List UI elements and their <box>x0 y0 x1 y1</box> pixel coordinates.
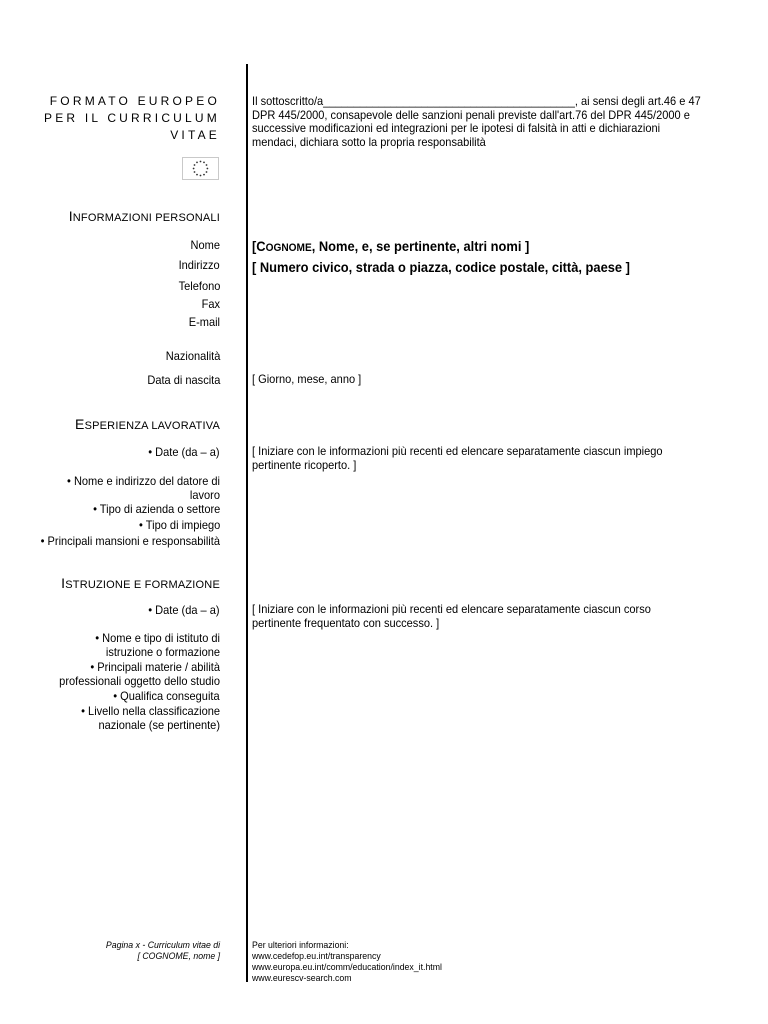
label-exp-datore: • Nome e indirizzo del datore di lavoro <box>67 474 221 502</box>
label-email: E-mail <box>188 315 220 329</box>
eu-flag-icon <box>182 157 219 180</box>
value-indirizzo: [ Numero civico, strada o piazza, codice postale, città, paese ] <box>252 259 630 275</box>
title-line-1: FORMATO EUROPEO <box>49 94 220 108</box>
title-line-3: VITAE <box>170 128 220 142</box>
label-nome: Nome <box>190 238 220 252</box>
section-work-experience: ESPERIENZA LAVORATIVA <box>75 416 220 432</box>
label-edu-istituto: • Nome e tipo di istituto di istruzione o formazione <box>95 631 220 659</box>
declaration-text: Il sottoscritto/a_________________________________________, ai sensi degli art.46 e 47 DPR 445/2000, consapevole delle sanzioni penali previste dall'art.76 del DPR 445/2000 e successive modificazioni ed integrazioni per le ipotesi di falsità in atti e dichiarazioni mendaci, dichiara sotto la propria responsabilità <box>252 94 701 149</box>
footer-page-line-1: Pagina x - Curriculum vitae di <box>105 940 220 951</box>
footer-link-cedefop[interactable]: www.cedefop.eu.int/transparency <box>252 951 381 962</box>
value-nome: [COGNOME, Nome, e, se pertinente, altri nomi ] <box>252 238 530 254</box>
label-telefono: Telefono <box>178 279 220 293</box>
label-exp-tipo-impiego: • Tipo di impiego <box>138 518 220 532</box>
label-edu-livello: • Livello nella classificazione nazionale (se pertinente) <box>81 704 220 732</box>
label-edu-date: • Date (da – a) <box>148 603 220 617</box>
label-exp-date: • Date (da – a) <box>148 445 220 459</box>
section-personal-info: INFORMAZIONI PERSONALI <box>68 208 220 224</box>
footer-page-line-2: [ COGNOME, nome ] <box>137 951 220 962</box>
footer-links <box>252 940 442 984</box>
footer-page-info <box>106 940 220 962</box>
label-edu-qualifica: • Qualifica conseguita <box>113 689 220 703</box>
footer-link-eurescv[interactable]: www.eurescv-search.com <box>252 973 352 984</box>
title-line-2: PER IL CURRICULUM <box>44 111 220 125</box>
label-exp-tipo-azienda: • Tipo di azienda o settore <box>92 502 220 516</box>
label-indirizzo: Indirizzo <box>178 258 220 272</box>
label-fax: Fax <box>201 297 220 311</box>
value-data-nascita: [ Giorno, mese, anno ] <box>252 372 362 386</box>
footer-link-europa[interactable]: www.europa.eu.int/comm/education/index_it.html <box>252 962 442 973</box>
column-divider <box>246 64 248 982</box>
exp-note: [ Iniziare con le informazioni più recenti ed elencare separatamente ciascun impiego pertinente ricoperto. ] <box>252 444 663 472</box>
document-title <box>44 93 220 144</box>
section-education: ISTRUZIONE E FORMAZIONE <box>61 575 220 591</box>
label-nazionalita: Nazionalità <box>165 349 220 363</box>
label-data-nascita: Data di nascita <box>146 373 220 387</box>
label-edu-materie: • Principali materie / abilità professionali oggetto dello studio <box>59 660 220 688</box>
edu-note: [ Iniziare con le informazioni più recenti ed elencare separatamente ciascun corso pertinente frequentato con successo. ] <box>252 602 651 630</box>
label-exp-mansioni: • Principali mansioni e responsabilità <box>40 534 220 548</box>
footer-info-title: Per ulteriori informazioni: <box>252 940 349 951</box>
